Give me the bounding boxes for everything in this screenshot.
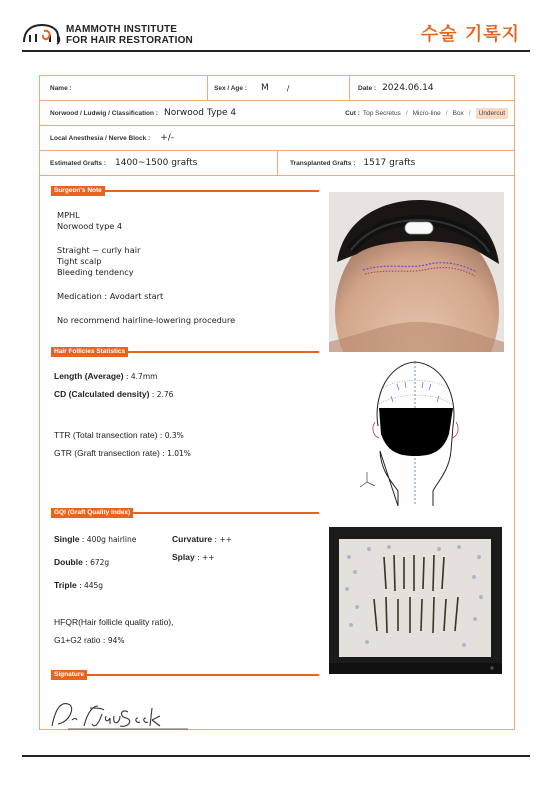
- ttr-value: : 0.3%: [157, 431, 184, 440]
- stat-length: [54, 371, 157, 381]
- note-line: Medication : Avodart start: [57, 291, 164, 301]
- cut-option-micro-line[interactable]: Micro-line: [412, 109, 441, 117]
- document-title: 수술 기록지: [420, 24, 520, 45]
- estimated-grafts-label: Estimated Grafts :: [50, 159, 106, 167]
- classification-cell: [50, 101, 236, 125]
- gqi-curvature: [172, 534, 232, 544]
- cell-divider: [349, 76, 350, 100]
- date-value[interactable]: 2024.06.14: [382, 83, 434, 93]
- doctor-signature-icon: [48, 696, 198, 732]
- cut-option-top-secretus[interactable]: Top Secretus: [362, 109, 401, 117]
- gqi-triple: [54, 580, 103, 590]
- name-cell: [50, 76, 78, 100]
- cell-divider: [207, 76, 208, 100]
- logo-line-1: MAMMOTH INSTITUTE: [66, 24, 178, 35]
- footer-divider: [22, 755, 530, 757]
- gqi-title: GQI (Graft Quality index): [51, 508, 133, 518]
- cd-value: : 2.76: [149, 390, 174, 399]
- splay-label: Splay: [172, 552, 195, 562]
- age-separator: /: [286, 83, 290, 93]
- length-label: Length (Average): [54, 371, 124, 381]
- length-value: : 4.7mm: [123, 372, 158, 381]
- double-label: Double: [54, 557, 83, 567]
- ttr-label: TTR (Total transection rate): [54, 430, 158, 440]
- cut-option-undercut[interactable]: Undercut: [476, 108, 508, 119]
- note-line: Norwood type 4: [57, 221, 123, 231]
- cut-option-box[interactable]: Box: [452, 109, 464, 117]
- note-line: MPHL: [57, 210, 80, 220]
- frontal-hairline-photo: [329, 192, 504, 352]
- splay-value: : ++: [194, 553, 215, 562]
- follicle-stats-header: [51, 347, 321, 357]
- double-value: : 672g: [82, 558, 110, 567]
- estimated-grafts-value[interactable]: 1400~1500 grafts: [115, 158, 198, 168]
- head-back-diagram: [353, 356, 478, 506]
- single-label: Single: [54, 534, 80, 544]
- curvature-label: Curvature: [172, 534, 213, 544]
- classification-label: Norwood / Ludwig / Classification :: [50, 109, 158, 117]
- stat-gtr: [54, 448, 191, 458]
- page-header: [0, 0, 550, 50]
- hfqr-label: HFQR(Hair follicle quality ratio),: [54, 617, 174, 627]
- triple-value: : 445g: [76, 581, 104, 590]
- anesthesia-value[interactable]: +/-: [160, 133, 175, 143]
- cell-divider: [277, 151, 278, 175]
- stat-cd: [54, 389, 173, 399]
- gtr-value: : 1.01%: [159, 449, 191, 458]
- cut-label: Cut :: [345, 109, 360, 117]
- gqi-double: [54, 557, 109, 567]
- note-line: No recommend hairline-lowering procedure: [57, 315, 236, 325]
- transplanted-grafts-cell: [290, 151, 415, 175]
- logo-line-2: FOR HAIR RESTORATION: [66, 35, 193, 46]
- surgeons-note-header: [51, 186, 321, 196]
- gqi-g1g2: [54, 635, 125, 645]
- signature-header: [51, 670, 321, 680]
- note-line: Tight scalp: [57, 256, 102, 266]
- logo-text: [66, 24, 193, 46]
- anesthesia-label: Local Anesthesia / Nerve Block :: [50, 134, 151, 142]
- transplanted-grafts-label: Transplanted Grafts :: [290, 159, 356, 167]
- estimated-grafts-cell: [50, 151, 197, 175]
- surgeons-note-title: Surgeon's Note: [51, 186, 105, 196]
- sex-age-label: Sex / Age :: [214, 84, 247, 92]
- cd-label: CD (Calculated density): [54, 389, 150, 399]
- surgery-record-sheet: [39, 75, 515, 730]
- gqi-single: [54, 534, 136, 544]
- stat-ttr: [54, 430, 184, 440]
- donor-area-diagram: [353, 356, 478, 506]
- form-row-anesthesia: [40, 126, 514, 151]
- form-row-classification: [40, 101, 514, 126]
- note-line: Straight ~ curly hair: [57, 245, 141, 255]
- form-row-identity: [40, 76, 514, 101]
- follicle-stats-title: Hair Follicles Statistics: [51, 347, 128, 357]
- gqi-hfqr: [54, 617, 174, 627]
- graft-tray-photo: [329, 527, 502, 674]
- cut-options: Cut : Top Secretus / Micro-line / Box / Undercut: [345, 101, 508, 125]
- name-label: Name :: [50, 84, 72, 92]
- header-divider: [22, 50, 530, 52]
- date-label: Date :: [358, 84, 377, 92]
- transplanted-grafts-value[interactable]: 1517 grafts: [363, 158, 416, 168]
- graft-tray-illustration: [329, 527, 502, 674]
- classification-value[interactable]: Norwood Type 4: [163, 108, 237, 118]
- single-value: : 400g hairline: [79, 535, 137, 544]
- g1g2-value: : 94%: [100, 636, 125, 645]
- curvature-value: : ++: [212, 535, 233, 544]
- gqi-splay: [172, 552, 215, 562]
- signature-title: Signature: [51, 670, 87, 680]
- frontal-photo-illustration: [329, 192, 504, 352]
- sex-value[interactable]: M: [261, 83, 269, 93]
- g1g2-label: G1+G2 ratio: [54, 635, 101, 645]
- note-line: Bleeding tendency: [57, 267, 134, 277]
- mammoth-logo-icon: [22, 22, 62, 46]
- triple-label: Triple: [54, 580, 77, 590]
- date-cell: [358, 76, 434, 100]
- anesthesia-cell: [50, 126, 174, 150]
- sex-age-cell: [214, 76, 289, 100]
- gtr-label: GTR (Graft transection rate): [54, 448, 160, 458]
- form-row-grafts: [40, 151, 514, 176]
- gqi-header: [51, 508, 321, 518]
